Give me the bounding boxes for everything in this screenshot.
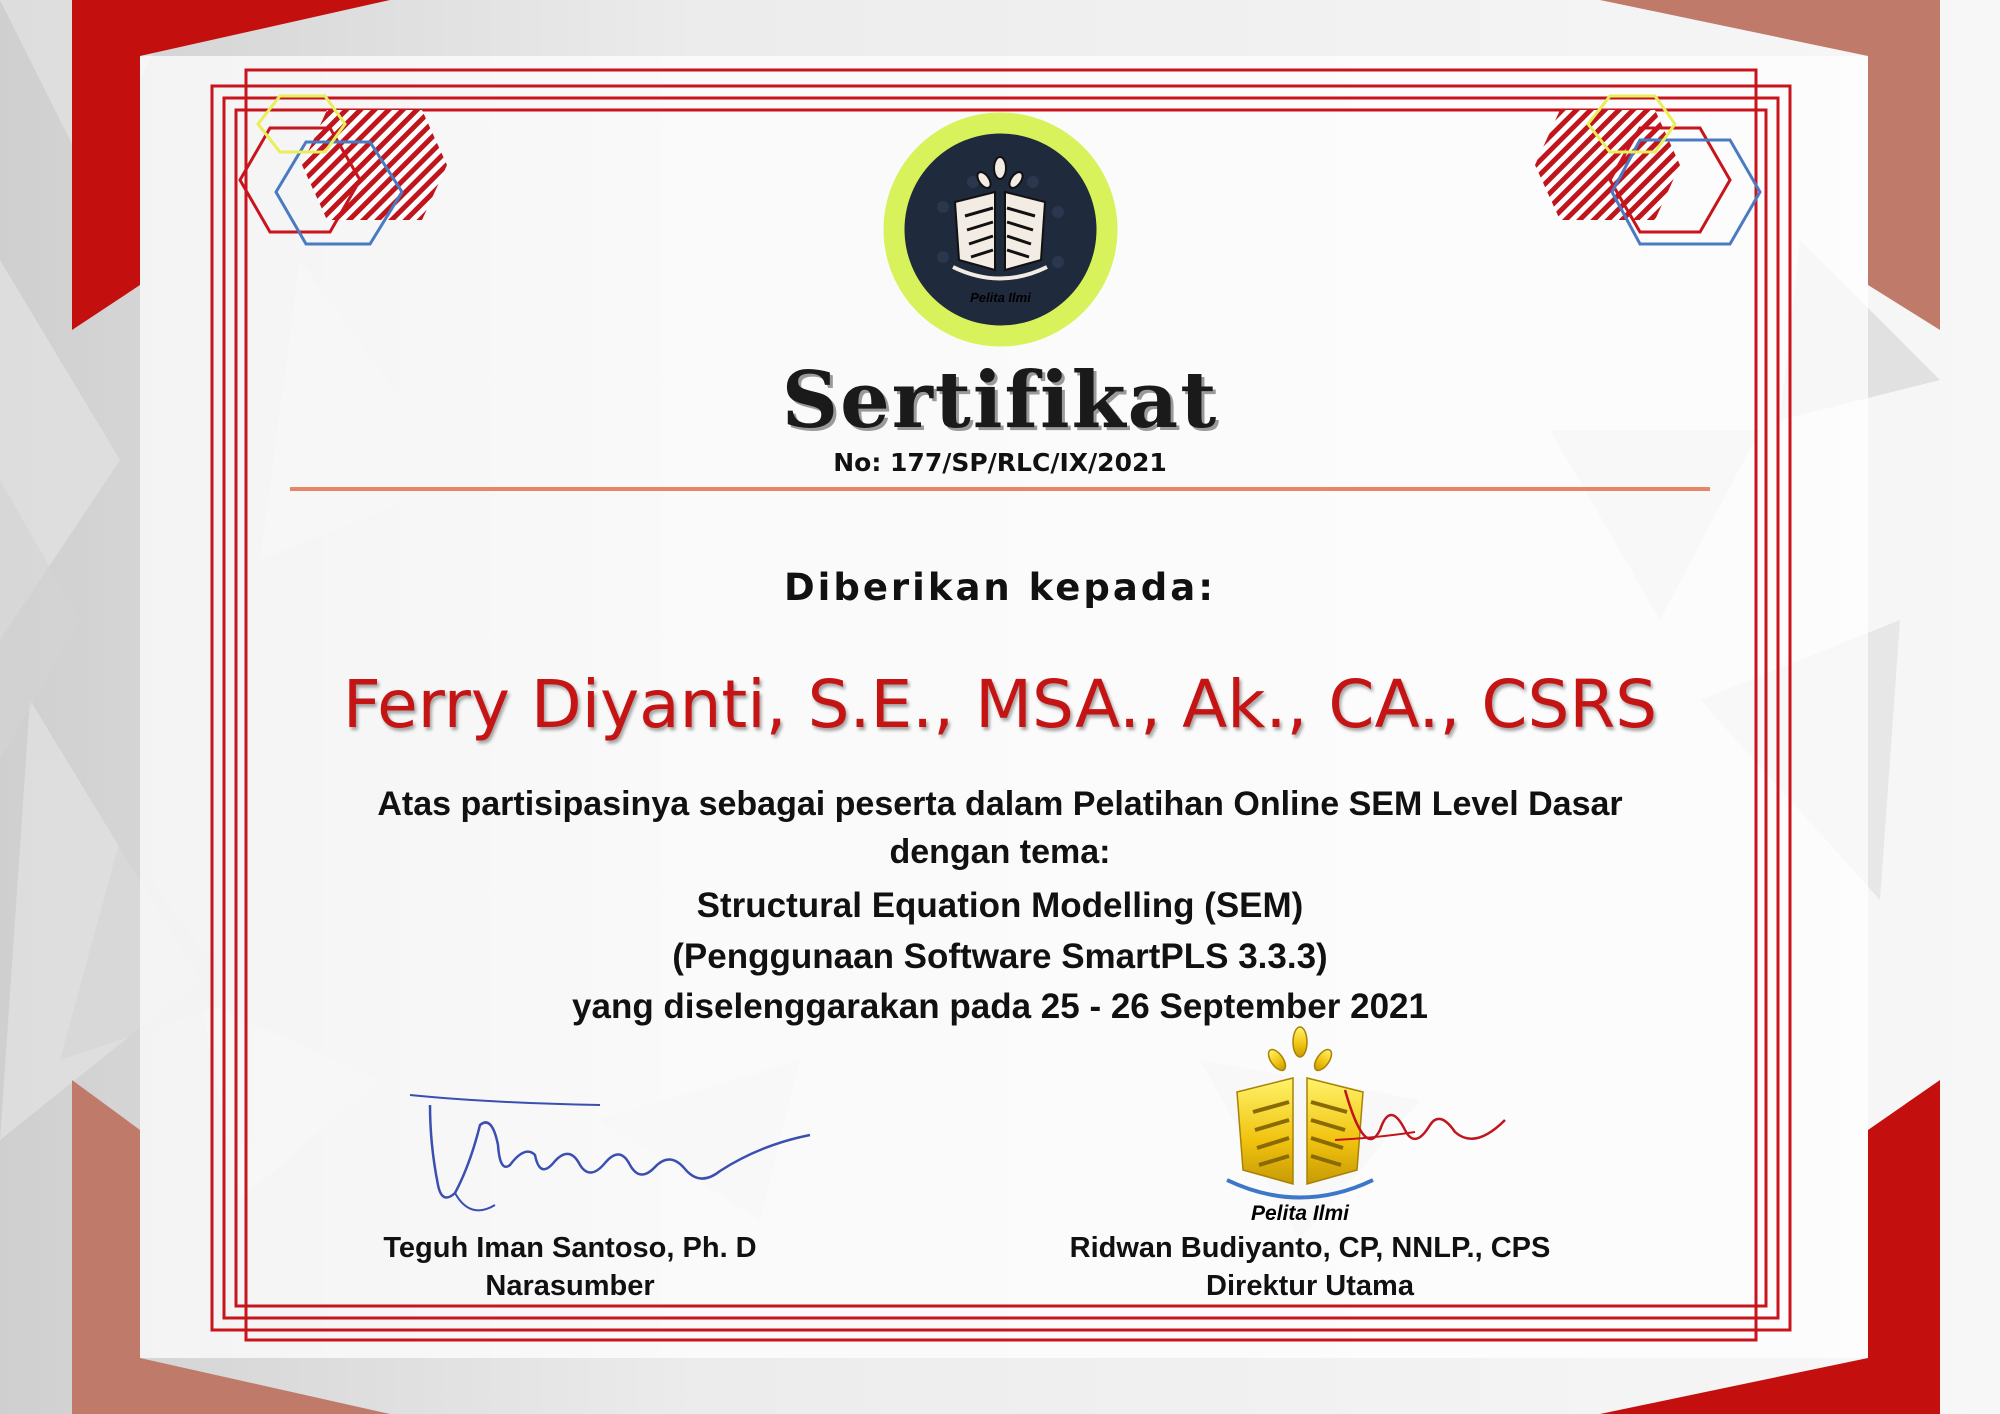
open-book-plant-icon: [883, 112, 1118, 347]
stamp-text: Pelita Ilmi: [1250, 1202, 1350, 1225]
logo-text: Pelita Ilmi: [970, 290, 1031, 305]
speaker-role: Narasumber: [485, 1270, 655, 1302]
certificate-title: Sertifikat: [781, 355, 1219, 446]
speaker-name: Teguh Iman Santoso, Ph. D: [383, 1232, 757, 1264]
theme-label: dengan tema:: [889, 833, 1111, 871]
organization-logo: [883, 112, 1118, 347]
recipient-name: Ferry Diyanti, S.E., MSA., Ak., CA., CSRS: [342, 666, 1658, 743]
director-name: Ridwan Budiyanto, CP, NNLP., CPS: [1069, 1232, 1551, 1264]
theme-title: Structural Equation Modelling (SEM): [696, 886, 1304, 925]
theme-subtitle: (Penggunaan Software SmartPLS 3.3.3): [672, 937, 1328, 976]
given-to-label: Diberikan kepada:: [783, 566, 1217, 609]
director-role: Direktur Utama: [1206, 1270, 1414, 1302]
event-date-text: yang diselenggarakan pada 25 - 26 September 2021: [572, 987, 1428, 1026]
director-stamp: [1215, 1020, 1515, 1225]
certificate-number: No: 177/SP/RLC/IX/2021: [833, 448, 1167, 477]
participation-text: Atas partisipasinya sebagai peserta dalam Pelatihan Online SEM Level Dasar: [377, 785, 1623, 823]
signature-speaker: [400, 1085, 820, 1225]
